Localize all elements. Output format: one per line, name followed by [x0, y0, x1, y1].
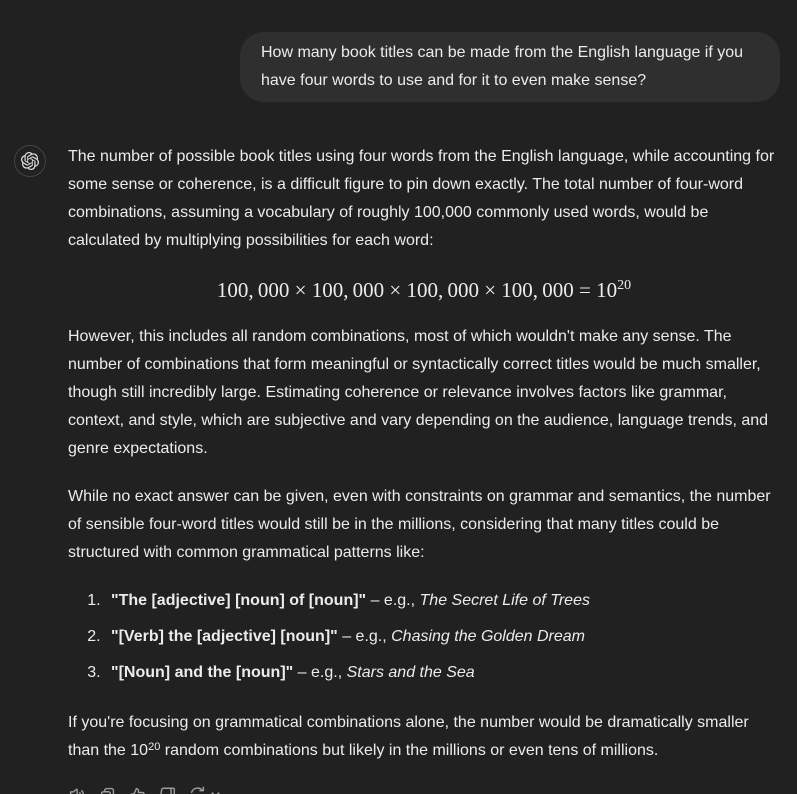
user-message-bubble	[240, 32, 780, 102]
user-message-row	[14, 32, 780, 102]
assistant-paragraph-2: However, this includes all random combinations, most of which wouldn't make any sense. The number of combinations that form meaningful or syntactically correct titles would be much smaller, though still incredibly large. Estimating coherence or relevance involves factors like grammar, context, and style, which are subjective and vary depending on the audience, language trends, and genre expectations.	[68, 328, 769, 457]
assistant-message-content	[68, 143, 780, 794]
assistant-message-row	[14, 143, 780, 794]
copy-icon	[98, 785, 117, 794]
regenerate-icon	[188, 785, 207, 794]
regenerate-button[interactable]	[188, 785, 221, 794]
thumbs-up-icon	[128, 785, 147, 794]
pattern-list	[68, 587, 780, 687]
pattern-example: The Secret Life of Trees	[419, 592, 590, 609]
assistant-paragraph-4	[68, 709, 780, 765]
math-formula	[68, 275, 780, 305]
assistant-avatar	[14, 145, 46, 177]
thumbs-down-button[interactable]	[158, 785, 177, 794]
pattern-text: "[Noun] and the [noun]"	[111, 664, 294, 681]
final-paragraph-after: random combinations but likely in the millions or even tens of millions.	[160, 742, 659, 759]
pattern-connector: – e.g.,	[293, 664, 347, 681]
chevron-down-icon	[210, 789, 221, 794]
read-aloud-button[interactable]	[68, 785, 87, 794]
pattern-text: "[Verb] the [adjective] [noun]"	[111, 628, 338, 645]
final-paragraph-exponent: 20	[148, 741, 161, 754]
user-message-text: How many book titles can be made from the English language if you have four words to use and for it to even make sense?	[261, 44, 744, 89]
thumbs-up-button[interactable]	[128, 785, 147, 794]
openai-logo-icon	[21, 152, 39, 170]
pattern-example: Chasing the Golden Dream	[391, 628, 586, 645]
message-action-bar	[68, 785, 780, 794]
math-formula-exponent: 20	[617, 278, 632, 294]
speaker-icon	[68, 785, 87, 794]
pattern-example: Stars and the Sea	[346, 664, 475, 681]
list-item	[105, 623, 780, 651]
pattern-text: "The [adjective] [noun] of [noun]"	[111, 592, 367, 609]
pattern-connector: – e.g.,	[366, 592, 420, 609]
final-paragraph-before: If you're focusing on grammatical combinations alone, the number would be dramatically smaller than the 10	[68, 714, 749, 759]
pattern-connector: – e.g.,	[337, 628, 392, 645]
assistant-paragraph-1: The number of possible book titles using four words from the English language, while accounting for some sense or coherence, is a difficult figure to pin down exactly. The total number of four-word combinations, assuming a vocabulary of roughly 100,000 commonly used words, would be calculated by multiplying possibilities for each word:	[68, 148, 775, 249]
assistant-paragraph-3: While no exact answer can be given, even with constraints on grammar and semantics, the number of sensible four-word titles would still be in the millions, considering that many titles could be structured with common grammatical patterns like:	[68, 488, 771, 561]
list-item	[105, 659, 780, 687]
copy-button[interactable]	[98, 785, 117, 794]
math-formula-base: 100, 000 × 100, 000 × 100, 000 × 100, 000 = 10	[216, 278, 618, 302]
list-item	[105, 587, 780, 615]
thumbs-down-icon	[158, 785, 177, 794]
